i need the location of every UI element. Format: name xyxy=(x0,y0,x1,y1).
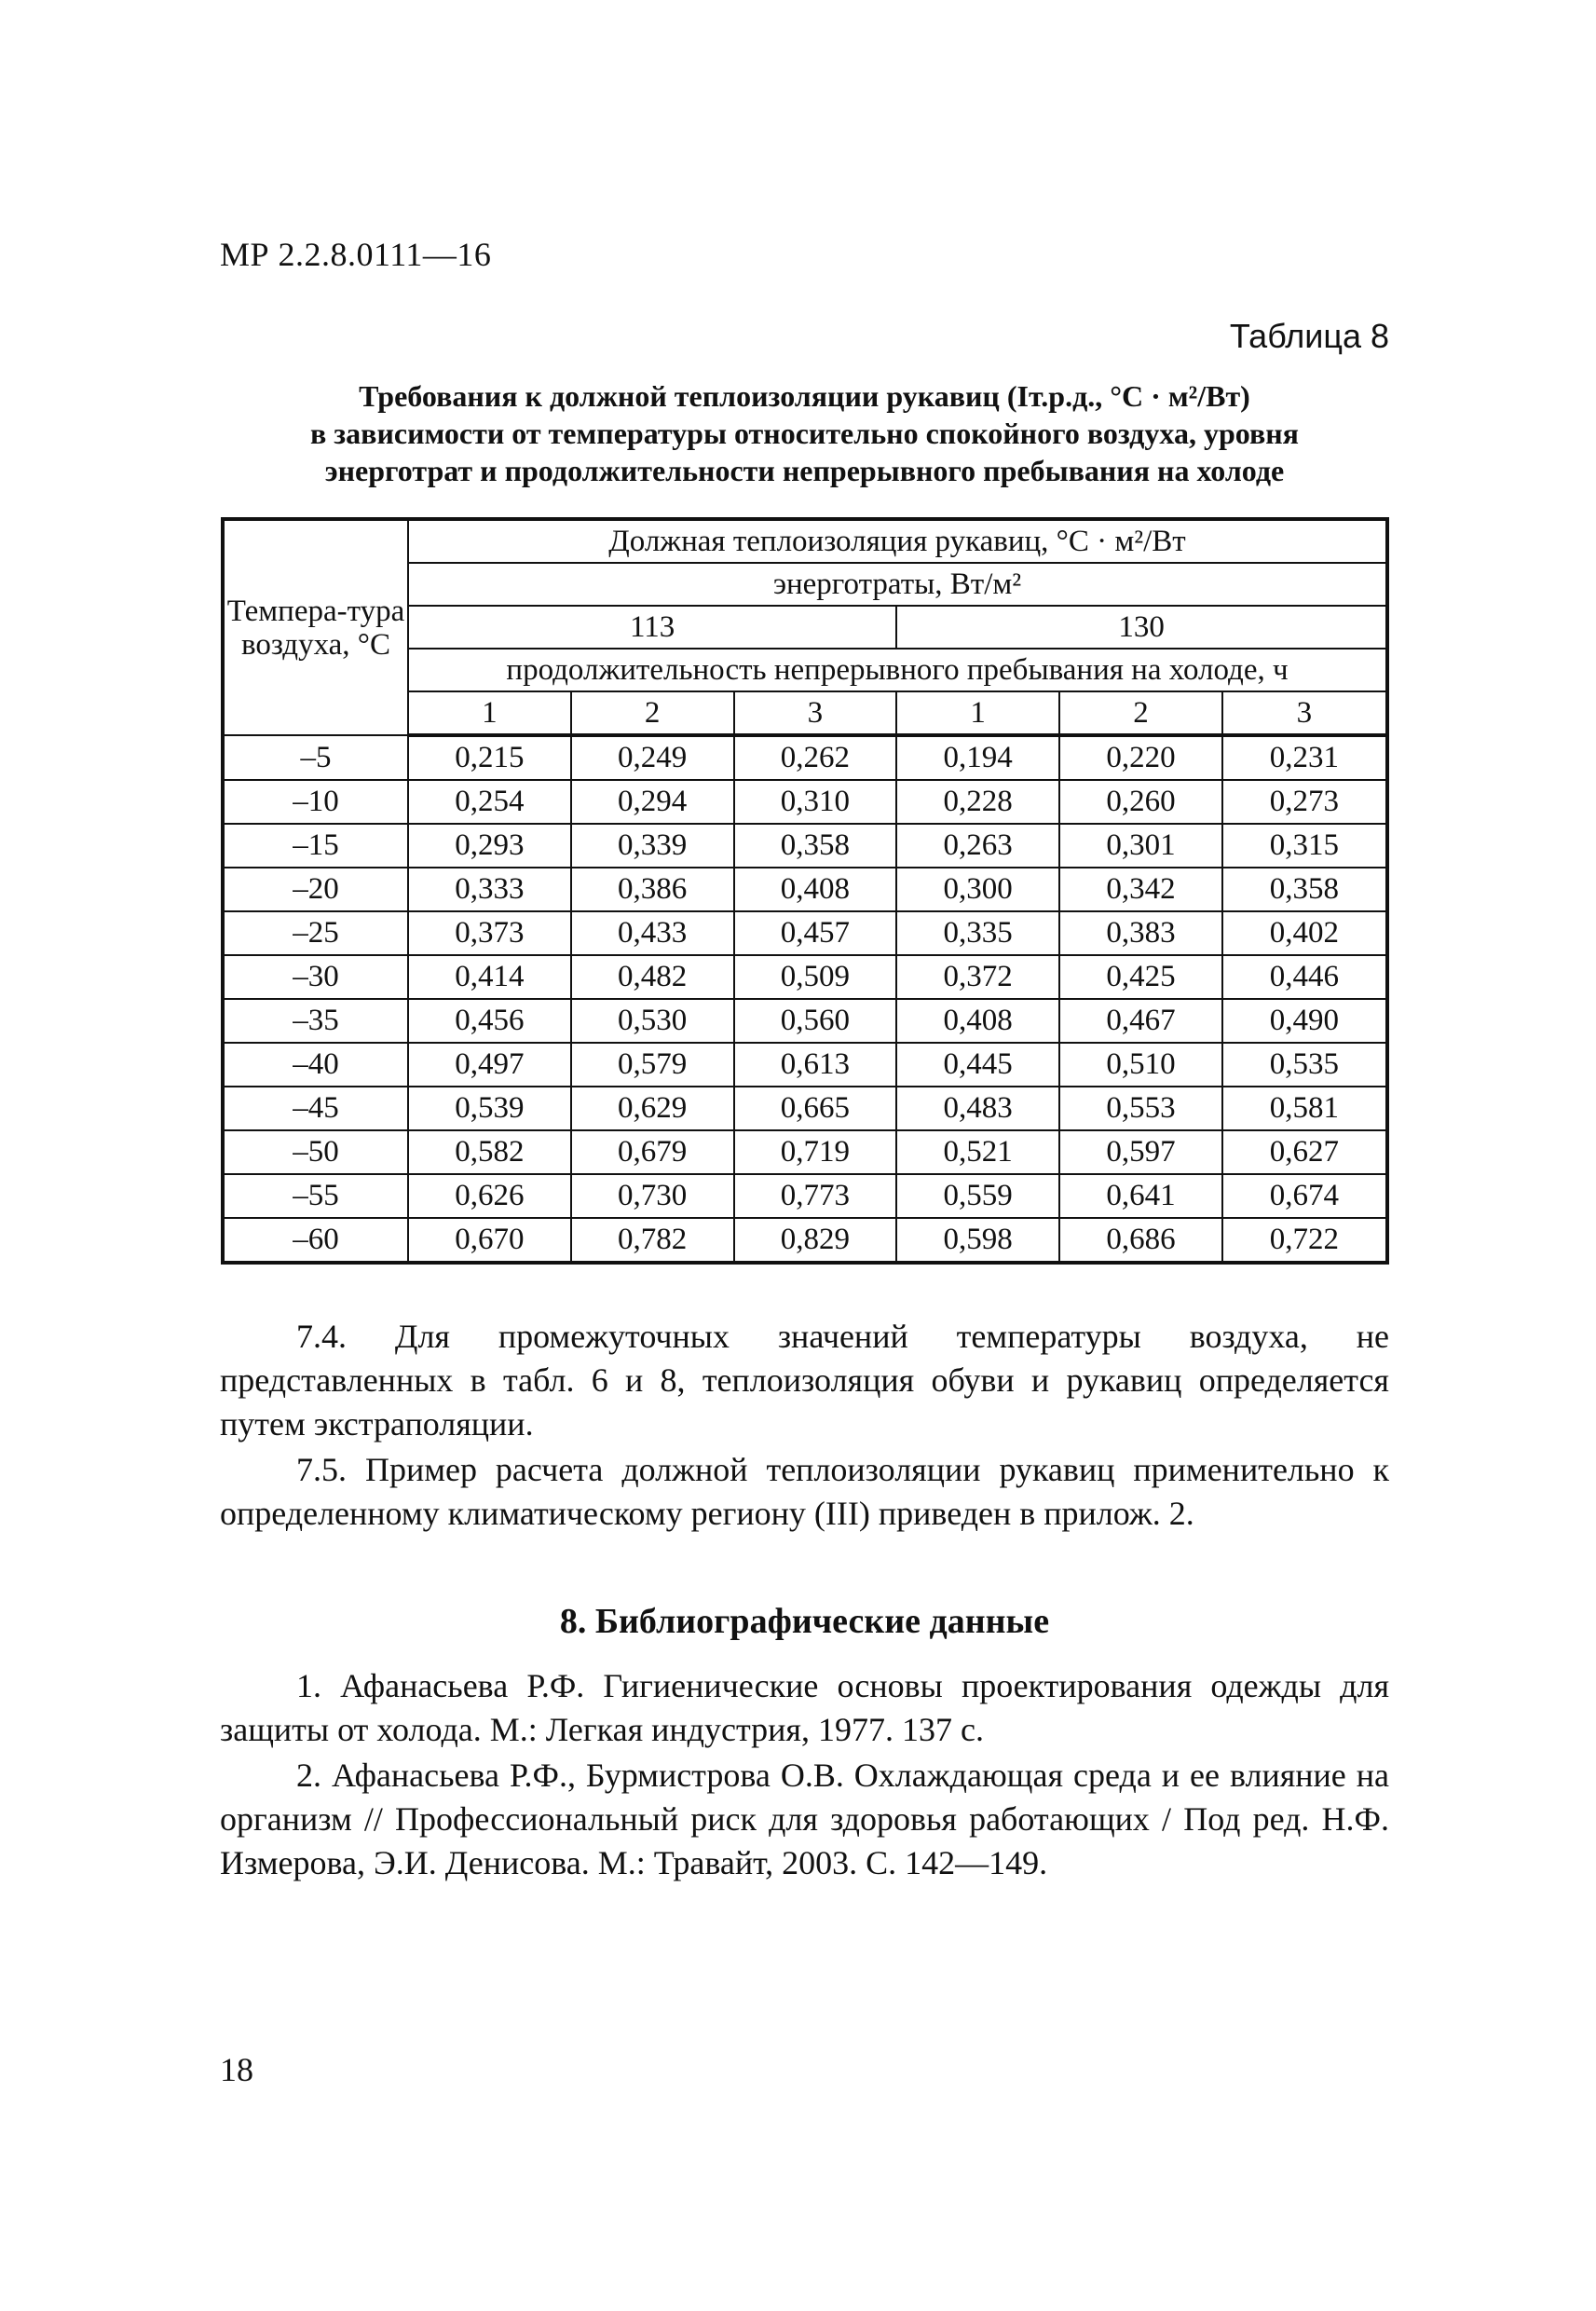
paragraph-7-5: 7.5. Пример расчета должной теплоизоляции рукавиц применительно к определенному климатическому региону (III) приведен в прилож. 2. xyxy=(220,1451,1389,1532)
value-cell: 0,339 xyxy=(571,824,734,868)
table-row xyxy=(223,735,1387,780)
value-cell: 0,582 xyxy=(408,1130,571,1174)
duration-col: 2 xyxy=(1059,691,1222,735)
value-cell: 0,425 xyxy=(1059,955,1222,999)
value-cell: 0,457 xyxy=(734,911,897,955)
value-cell: 0,301 xyxy=(1059,824,1222,868)
temperature-cell: –30 xyxy=(223,955,408,999)
reference-item: 2. Афанасьева Р.Ф., Бурмистрова О.В. Охлаждающая среда и ее влияние на организм // Профессиональный риск для здоровья работающих / Под ред. Н.Ф. Измерова, Э.И. Денисова. М.: Травайт, 2003. С. 142—149. xyxy=(220,1757,1389,1881)
table-title xyxy=(220,377,1389,489)
value-cell: 0,231 xyxy=(1222,735,1387,780)
value-cell: 0,446 xyxy=(1222,955,1387,999)
value-cell: 0,581 xyxy=(1222,1087,1387,1130)
page-number: 18 xyxy=(220,2051,253,2088)
temperature-cell: –55 xyxy=(223,1174,408,1218)
table-body xyxy=(223,735,1387,1263)
table-row xyxy=(223,999,1387,1043)
value-cell: 0,510 xyxy=(1059,1043,1222,1087)
energy-level-130: 130 xyxy=(896,606,1387,649)
value-cell: 0,626 xyxy=(408,1174,571,1218)
value-cell: 0,497 xyxy=(408,1043,571,1087)
duration-header: продолжительность непрерывного пребывания на холоде, ч xyxy=(408,649,1387,691)
value-cell: 0,483 xyxy=(896,1087,1059,1130)
table-title-line: Требования к должной теплоизоляции рукавиц (Iт.р.д., °С · м²/Вт) xyxy=(359,379,1250,413)
value-cell: 0,539 xyxy=(408,1087,571,1130)
value-cell: 0,358 xyxy=(734,824,897,868)
value-cell: 0,521 xyxy=(896,1130,1059,1174)
duration-col: 1 xyxy=(896,691,1059,735)
value-cell: 0,294 xyxy=(571,780,734,824)
duration-col: 3 xyxy=(734,691,897,735)
temperature-cell: –45 xyxy=(223,1087,408,1130)
value-cell: 0,445 xyxy=(896,1043,1059,1087)
value-cell: 0,679 xyxy=(571,1130,734,1174)
value-cell: 0,315 xyxy=(1222,824,1387,868)
value-cell: 0,509 xyxy=(734,955,897,999)
value-cell: 0,722 xyxy=(1222,1218,1387,1263)
table-row xyxy=(223,1218,1387,1263)
value-cell: 0,335 xyxy=(896,911,1059,955)
value-cell: 0,433 xyxy=(571,911,734,955)
value-cell: 0,228 xyxy=(896,780,1059,824)
value-cell: 0,598 xyxy=(896,1218,1059,1263)
value-cell: 0,263 xyxy=(896,824,1059,868)
duration-col: 2 xyxy=(571,691,734,735)
value-cell: 0,773 xyxy=(734,1174,897,1218)
value-cell: 0,333 xyxy=(408,868,571,911)
section-heading: 8. Библиографические данные xyxy=(559,1602,1050,1641)
table-title-line: энерготрат и продолжительности непрерывного пребывания на холоде xyxy=(324,454,1285,487)
temperature-cell: –5 xyxy=(223,735,408,780)
value-cell: 0,553 xyxy=(1059,1087,1222,1130)
value-cell: 0,273 xyxy=(1222,780,1387,824)
value-cell: 0,482 xyxy=(571,955,734,999)
value-cell: 0,220 xyxy=(1059,735,1222,780)
value-cell: 0,490 xyxy=(1222,999,1387,1043)
value-cell: 0,530 xyxy=(571,999,734,1043)
temperature-cell: –20 xyxy=(223,868,408,911)
duration-col: 3 xyxy=(1222,691,1387,735)
table-row xyxy=(223,955,1387,999)
table-label: Таблица 8 xyxy=(1229,317,1389,355)
table-row xyxy=(223,1087,1387,1130)
table-row xyxy=(223,780,1387,824)
value-cell: 0,730 xyxy=(571,1174,734,1218)
value-cell: 0,627 xyxy=(1222,1130,1387,1174)
table-row xyxy=(223,911,1387,955)
value-cell: 0,254 xyxy=(408,780,571,824)
table-row xyxy=(223,824,1387,868)
temperature-header-text: Темпера-тура воздуха, °С xyxy=(226,594,405,662)
value-cell: 0,613 xyxy=(734,1043,897,1087)
table-row xyxy=(223,868,1387,911)
energy-header: энерготраты, Вт/м² xyxy=(408,563,1387,606)
paragraphs xyxy=(220,1315,1389,1538)
value-cell: 0,342 xyxy=(1059,868,1222,911)
value-cell: 0,372 xyxy=(896,955,1059,999)
value-cell: 0,373 xyxy=(408,911,571,955)
value-cell: 0,262 xyxy=(734,735,897,780)
reference-item: 1. Афанасьева Р.Ф. Гигиенические основы проектирования одежды для защиты от холода. М.: Легкая индустрия, 1977. 137 с. xyxy=(220,1667,1389,1748)
temperature-header xyxy=(223,519,408,735)
value-cell: 0,670 xyxy=(408,1218,571,1263)
value-cell: 0,719 xyxy=(734,1130,897,1174)
value-cell: 0,194 xyxy=(896,735,1059,780)
value-cell: 0,535 xyxy=(1222,1043,1387,1087)
main-header: Должная теплоизоляция рукавиц, °С · м²/Вт xyxy=(408,519,1387,563)
value-cell: 0,215 xyxy=(408,735,571,780)
value-cell: 0,358 xyxy=(1222,868,1387,911)
temperature-cell: –25 xyxy=(223,911,408,955)
energy-level-113: 113 xyxy=(408,606,896,649)
temperature-cell: –10 xyxy=(223,780,408,824)
bibliography xyxy=(220,1664,1389,1887)
value-cell: 0,386 xyxy=(571,868,734,911)
temperature-cell: –40 xyxy=(223,1043,408,1087)
value-cell: 0,293 xyxy=(408,824,571,868)
value-cell: 0,408 xyxy=(896,999,1059,1043)
value-cell: 0,829 xyxy=(734,1218,897,1263)
duration-col: 1 xyxy=(408,691,571,735)
value-cell: 0,665 xyxy=(734,1087,897,1130)
temperature-cell: –60 xyxy=(223,1218,408,1263)
value-cell: 0,782 xyxy=(571,1218,734,1263)
temperature-cell: –50 xyxy=(223,1130,408,1174)
value-cell: 0,408 xyxy=(734,868,897,911)
paragraph-7-4: 7.4. Для промежуточных значений температуры воздуха, не представленных в табл. 6 и 8, теплоизоляция обуви и рукавиц определяется путем экстраполяции. xyxy=(220,1318,1389,1443)
document-code: МР 2.2.8.0111—16 xyxy=(220,236,492,273)
temperature-cell: –15 xyxy=(223,824,408,868)
value-cell: 0,310 xyxy=(734,780,897,824)
table-row xyxy=(223,1043,1387,1087)
value-cell: 0,597 xyxy=(1059,1130,1222,1174)
value-cell: 0,559 xyxy=(896,1174,1059,1218)
value-cell: 0,641 xyxy=(1059,1174,1222,1218)
temperature-cell: –35 xyxy=(223,999,408,1043)
value-cell: 0,414 xyxy=(408,955,571,999)
table-row xyxy=(223,1130,1387,1174)
value-cell: 0,456 xyxy=(408,999,571,1043)
value-cell: 0,560 xyxy=(734,999,897,1043)
value-cell: 0,383 xyxy=(1059,911,1222,955)
value-cell: 0,300 xyxy=(896,868,1059,911)
table-title-line: в зависимости от температуры относительно спокойного воздуха, уровня xyxy=(310,417,1299,450)
value-cell: 0,674 xyxy=(1222,1174,1387,1218)
value-cell: 0,402 xyxy=(1222,911,1387,955)
value-cell: 0,579 xyxy=(571,1043,734,1087)
value-cell: 0,467 xyxy=(1059,999,1222,1043)
value-cell: 0,249 xyxy=(571,735,734,780)
value-cell: 0,260 xyxy=(1059,780,1222,824)
value-cell: 0,629 xyxy=(571,1087,734,1130)
table-row xyxy=(223,1174,1387,1218)
value-cell: 0,686 xyxy=(1059,1218,1222,1263)
insulation-table xyxy=(221,517,1389,1265)
